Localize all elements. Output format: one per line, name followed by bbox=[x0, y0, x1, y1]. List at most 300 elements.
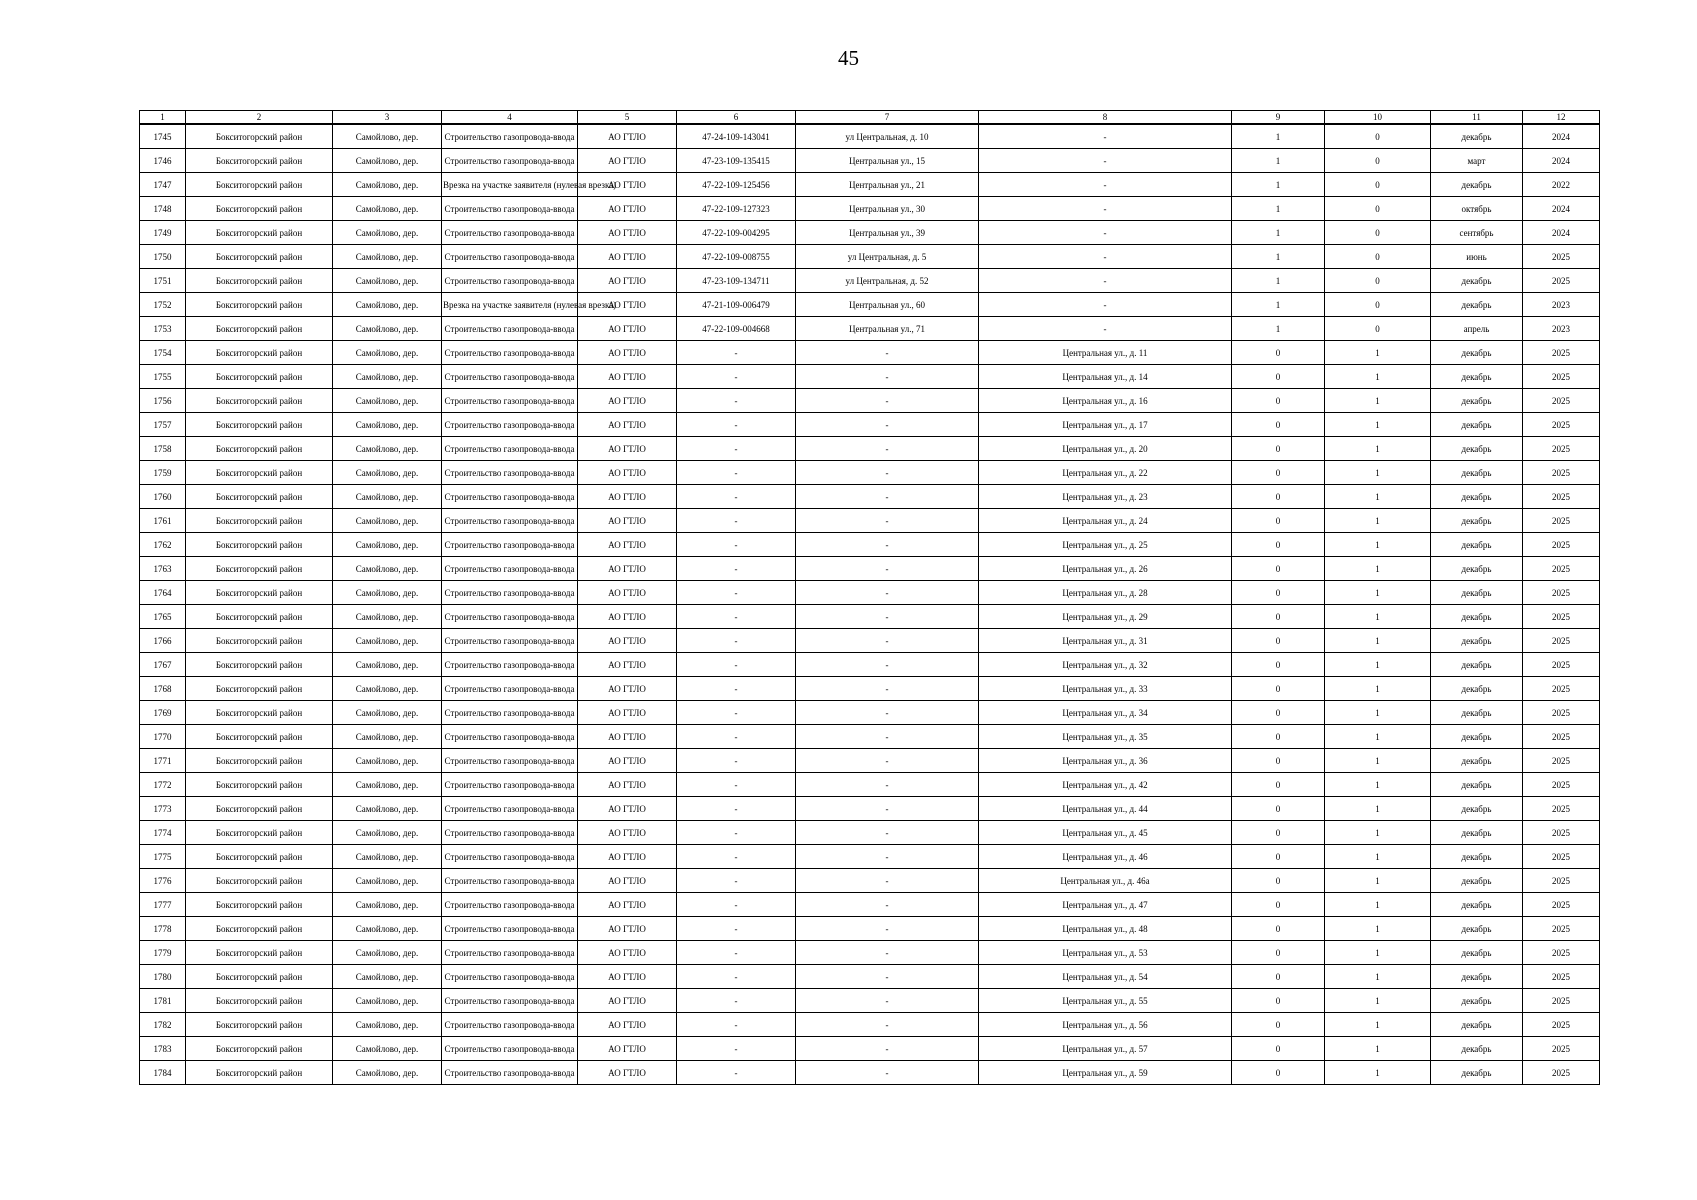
count-col10-cell: 1 bbox=[1325, 557, 1431, 581]
month-cell: декабрь bbox=[1431, 437, 1523, 461]
settlement-cell: Самойлово, дер. bbox=[333, 485, 442, 509]
new-address-cell: Центральная ул., д. 26 bbox=[979, 557, 1232, 581]
table-row bbox=[140, 581, 1600, 605]
district-cell: Бокситогорский район bbox=[186, 149, 333, 173]
row-number: 1770 bbox=[140, 725, 186, 749]
row-number: 1751 bbox=[140, 269, 186, 293]
cadastral-number-cell: - bbox=[677, 893, 796, 917]
row-number: 1759 bbox=[140, 461, 186, 485]
count-col10-cell: 0 bbox=[1325, 317, 1431, 341]
count-col9-cell: 0 bbox=[1232, 437, 1325, 461]
year-cell: 2025 bbox=[1523, 677, 1600, 701]
work-type-cell: Строительство газопровода-ввода bbox=[442, 605, 578, 629]
district-cell: Бокситогорский район bbox=[186, 581, 333, 605]
row-number: 1746 bbox=[140, 149, 186, 173]
district-cell: Бокситогорский район bbox=[186, 773, 333, 797]
month-cell: декабрь bbox=[1431, 389, 1523, 413]
year-cell: 2025 bbox=[1523, 509, 1600, 533]
work-type-cell: Строительство газопровода-ввода bbox=[442, 941, 578, 965]
district-cell: Бокситогорский район bbox=[186, 461, 333, 485]
new-address-cell: Центральная ул., д. 36 bbox=[979, 749, 1232, 773]
cadastral-number-cell: - bbox=[677, 749, 796, 773]
year-cell: 2025 bbox=[1523, 629, 1600, 653]
district-cell: Бокситогорский район bbox=[186, 965, 333, 989]
cadastral-number-cell: - bbox=[677, 725, 796, 749]
district-cell: Бокситогорский район bbox=[186, 629, 333, 653]
work-type-cell: Строительство газопровода-ввода bbox=[442, 749, 578, 773]
new-address-cell: Центральная ул., д. 47 bbox=[979, 893, 1232, 917]
row-number: 1760 bbox=[140, 485, 186, 509]
row-number: 1758 bbox=[140, 437, 186, 461]
row-number: 1776 bbox=[140, 869, 186, 893]
new-address-cell: - bbox=[979, 173, 1232, 197]
work-type-cell: Строительство газопровода-ввода bbox=[442, 701, 578, 725]
column-header: 3 bbox=[333, 111, 442, 125]
work-type-cell: Строительство газопровода-ввода bbox=[442, 1061, 578, 1085]
row-number: 1777 bbox=[140, 893, 186, 917]
count-col9-cell: 0 bbox=[1232, 1013, 1325, 1037]
work-type-cell: Строительство газопровода-ввода bbox=[442, 437, 578, 461]
year-cell: 2025 bbox=[1523, 1037, 1600, 1061]
settlement-cell: Самойлово, дер. bbox=[333, 557, 442, 581]
existing-address-cell: ул Центральная, д. 52 bbox=[796, 269, 979, 293]
district-cell: Бокситогорский район bbox=[186, 821, 333, 845]
settlement-cell: Самойлово, дер. bbox=[333, 1013, 442, 1037]
work-type-cell: Строительство газопровода-ввода bbox=[442, 725, 578, 749]
table-row bbox=[140, 149, 1600, 173]
existing-address-cell: - bbox=[796, 773, 979, 797]
page-number: 45 bbox=[838, 46, 859, 70]
work-type-cell: Строительство газопровода-ввода bbox=[442, 221, 578, 245]
district-cell: Бокситогорский район bbox=[186, 197, 333, 221]
work-type-cell: Строительство газопровода-ввода bbox=[442, 269, 578, 293]
year-cell: 2025 bbox=[1523, 725, 1600, 749]
row-number: 1781 bbox=[140, 989, 186, 1013]
row-number: 1764 bbox=[140, 581, 186, 605]
work-type-cell: Строительство газопровода-ввода bbox=[442, 797, 578, 821]
count-col9-cell: 0 bbox=[1232, 989, 1325, 1013]
settlement-cell: Самойлово, дер. bbox=[333, 989, 442, 1013]
organization-cell: АО ГТЛО bbox=[578, 581, 677, 605]
count-col9-cell: 1 bbox=[1232, 197, 1325, 221]
count-col9-cell: 0 bbox=[1232, 965, 1325, 989]
row-number: 1765 bbox=[140, 605, 186, 629]
cadastral-number-cell: - bbox=[677, 485, 796, 509]
district-cell: Бокситогорский район bbox=[186, 533, 333, 557]
new-address-cell: Центральная ул., д. 53 bbox=[979, 941, 1232, 965]
row-number: 1783 bbox=[140, 1037, 186, 1061]
count-col9-cell: 0 bbox=[1232, 869, 1325, 893]
settlement-cell: Самойлово, дер. bbox=[333, 389, 442, 413]
count-col10-cell: 0 bbox=[1325, 173, 1431, 197]
year-cell: 2025 bbox=[1523, 533, 1600, 557]
table-row bbox=[140, 173, 1600, 197]
year-cell: 2025 bbox=[1523, 701, 1600, 725]
cadastral-number-cell: - bbox=[677, 413, 796, 437]
organization-cell: АО ГТЛО bbox=[578, 821, 677, 845]
existing-address-cell: - bbox=[796, 941, 979, 965]
year-cell: 2025 bbox=[1523, 557, 1600, 581]
district-cell: Бокситогорский район bbox=[186, 989, 333, 1013]
row-number: 1769 bbox=[140, 701, 186, 725]
table-row bbox=[140, 773, 1600, 797]
table-row bbox=[140, 677, 1600, 701]
settlement-cell: Самойлово, дер. bbox=[333, 749, 442, 773]
existing-address-cell: - bbox=[796, 965, 979, 989]
work-type-cell: Строительство газопровода-ввода bbox=[442, 773, 578, 797]
month-cell: декабрь bbox=[1431, 1013, 1523, 1037]
district-cell: Бокситогорский район bbox=[186, 173, 333, 197]
district-cell: Бокситогорский район bbox=[186, 701, 333, 725]
table-row bbox=[140, 845, 1600, 869]
count-col10-cell: 1 bbox=[1325, 821, 1431, 845]
existing-address-cell: - bbox=[796, 1013, 979, 1037]
count-col10-cell: 0 bbox=[1325, 245, 1431, 269]
row-number: 1762 bbox=[140, 533, 186, 557]
count-col9-cell: 0 bbox=[1232, 485, 1325, 509]
year-cell: 2025 bbox=[1523, 869, 1600, 893]
new-address-cell: Центральная ул., д. 35 bbox=[979, 725, 1232, 749]
month-cell: декабрь bbox=[1431, 677, 1523, 701]
settlement-cell: Самойлово, дер. bbox=[333, 221, 442, 245]
settlement-cell: Самойлово, дер. bbox=[333, 245, 442, 269]
settlement-cell: Самойлово, дер. bbox=[333, 821, 442, 845]
count-col10-cell: 0 bbox=[1325, 221, 1431, 245]
count-col10-cell: 1 bbox=[1325, 989, 1431, 1013]
organization-cell: АО ГТЛО bbox=[578, 725, 677, 749]
work-type-cell: Строительство газопровода-ввода bbox=[442, 821, 578, 845]
row-number: 1773 bbox=[140, 797, 186, 821]
settlement-cell: Самойлово, дер. bbox=[333, 965, 442, 989]
cadastral-number-cell: 47-22-109-125456 bbox=[677, 173, 796, 197]
work-type-cell: Строительство газопровода-ввода bbox=[442, 197, 578, 221]
month-cell: декабрь bbox=[1431, 1037, 1523, 1061]
new-address-cell: - bbox=[979, 293, 1232, 317]
count-col9-cell: 1 bbox=[1232, 245, 1325, 269]
cadastral-number-cell: - bbox=[677, 389, 796, 413]
existing-address-cell: Центральная ул., 15 bbox=[796, 149, 979, 173]
count-col9-cell: 0 bbox=[1232, 917, 1325, 941]
work-type-cell: Строительство газопровода-ввода bbox=[442, 509, 578, 533]
count-col9-cell: 0 bbox=[1232, 581, 1325, 605]
existing-address-cell: - bbox=[796, 725, 979, 749]
data-table bbox=[139, 110, 1600, 1085]
new-address-cell: Центральная ул., д. 16 bbox=[979, 389, 1232, 413]
column-header: 10 bbox=[1325, 111, 1431, 125]
existing-address-cell: - bbox=[796, 653, 979, 677]
column-header: 7 bbox=[796, 111, 979, 125]
row-number: 1772 bbox=[140, 773, 186, 797]
table-row bbox=[140, 533, 1600, 557]
existing-address-cell: - bbox=[796, 821, 979, 845]
new-address-cell: Центральная ул., д. 42 bbox=[979, 773, 1232, 797]
work-type-cell: Врезка на участке заявителя (нулевая врезка) bbox=[442, 173, 578, 197]
cadastral-number-cell: - bbox=[677, 797, 796, 821]
column-header: 5 bbox=[578, 111, 677, 125]
settlement-cell: Самойлово, дер. bbox=[333, 797, 442, 821]
month-cell: декабрь bbox=[1431, 845, 1523, 869]
district-cell: Бокситогорский район bbox=[186, 485, 333, 509]
organization-cell: АО ГТЛО bbox=[578, 293, 677, 317]
year-cell: 2022 bbox=[1523, 173, 1600, 197]
new-address-cell: Центральная ул., д. 54 bbox=[979, 965, 1232, 989]
year-cell: 2025 bbox=[1523, 389, 1600, 413]
existing-address-cell: Центральная ул., 21 bbox=[796, 173, 979, 197]
count-col10-cell: 1 bbox=[1325, 725, 1431, 749]
year-cell: 2025 bbox=[1523, 893, 1600, 917]
organization-cell: АО ГТЛО bbox=[578, 557, 677, 581]
column-header: 4 bbox=[442, 111, 578, 125]
row-number: 1767 bbox=[140, 653, 186, 677]
district-cell: Бокситогорский район bbox=[186, 413, 333, 437]
column-header: 8 bbox=[979, 111, 1232, 125]
year-cell: 2025 bbox=[1523, 1061, 1600, 1085]
month-cell: декабрь bbox=[1431, 581, 1523, 605]
year-cell: 2025 bbox=[1523, 965, 1600, 989]
existing-address-cell: - bbox=[796, 677, 979, 701]
year-cell: 2025 bbox=[1523, 413, 1600, 437]
row-number: 1771 bbox=[140, 749, 186, 773]
table-row bbox=[140, 245, 1600, 269]
row-number: 1774 bbox=[140, 821, 186, 845]
district-cell: Бокситогорский район bbox=[186, 221, 333, 245]
new-address-cell: - bbox=[979, 221, 1232, 245]
organization-cell: АО ГТЛО bbox=[578, 461, 677, 485]
settlement-cell: Самойлово, дер. bbox=[333, 197, 442, 221]
existing-address-cell: - bbox=[796, 581, 979, 605]
new-address-cell: Центральная ул., д. 46а bbox=[979, 869, 1232, 893]
cadastral-number-cell: 47-23-109-135415 bbox=[677, 149, 796, 173]
count-col9-cell: 1 bbox=[1232, 317, 1325, 341]
row-number: 1747 bbox=[140, 173, 186, 197]
district-cell: Бокситогорский район bbox=[186, 653, 333, 677]
organization-cell: АО ГТЛО bbox=[578, 1013, 677, 1037]
organization-cell: АО ГТЛО bbox=[578, 485, 677, 509]
month-cell: декабрь bbox=[1431, 413, 1523, 437]
year-cell: 2025 bbox=[1523, 773, 1600, 797]
district-cell: Бокситогорский район bbox=[186, 509, 333, 533]
cadastral-number-cell: - bbox=[677, 581, 796, 605]
organization-cell: АО ГТЛО bbox=[578, 437, 677, 461]
district-cell: Бокситогорский район bbox=[186, 749, 333, 773]
cadastral-number-cell: - bbox=[677, 869, 796, 893]
settlement-cell: Самойлово, дер. bbox=[333, 173, 442, 197]
table-row bbox=[140, 413, 1600, 437]
count-col10-cell: 1 bbox=[1325, 413, 1431, 437]
table-row bbox=[140, 317, 1600, 341]
district-cell: Бокситогорский район bbox=[186, 869, 333, 893]
table-row bbox=[140, 749, 1600, 773]
table-row bbox=[140, 461, 1600, 485]
count-col9-cell: 1 bbox=[1232, 149, 1325, 173]
organization-cell: АО ГТЛО bbox=[578, 749, 677, 773]
row-number: 1784 bbox=[140, 1061, 186, 1085]
settlement-cell: Самойлово, дер. bbox=[333, 653, 442, 677]
work-type-cell: Строительство газопровода-ввода bbox=[442, 1037, 578, 1061]
new-address-cell: Центральная ул., д. 14 bbox=[979, 365, 1232, 389]
table-row bbox=[140, 293, 1600, 317]
month-cell: декабрь bbox=[1431, 941, 1523, 965]
table-row bbox=[140, 557, 1600, 581]
count-col10-cell: 0 bbox=[1325, 149, 1431, 173]
row-number: 1768 bbox=[140, 677, 186, 701]
count-col9-cell: 0 bbox=[1232, 749, 1325, 773]
settlement-cell: Самойлово, дер. bbox=[333, 1037, 442, 1061]
existing-address-cell: Центральная ул., 30 bbox=[796, 197, 979, 221]
count-col10-cell: 1 bbox=[1325, 509, 1431, 533]
existing-address-cell: - bbox=[796, 1061, 979, 1085]
month-cell: декабрь bbox=[1431, 124, 1523, 149]
organization-cell: АО ГТЛО bbox=[578, 1061, 677, 1085]
count-col10-cell: 1 bbox=[1325, 941, 1431, 965]
table-row bbox=[140, 437, 1600, 461]
table-row bbox=[140, 629, 1600, 653]
new-address-cell: Центральная ул., д. 28 bbox=[979, 581, 1232, 605]
month-cell: декабрь bbox=[1431, 365, 1523, 389]
district-cell: Бокситогорский район bbox=[186, 365, 333, 389]
organization-cell: АО ГТЛО bbox=[578, 629, 677, 653]
row-number: 1756 bbox=[140, 389, 186, 413]
table-row bbox=[140, 1037, 1600, 1061]
cadastral-number-cell: 47-22-109-127323 bbox=[677, 197, 796, 221]
month-cell: декабрь bbox=[1431, 917, 1523, 941]
cadastral-number-cell: - bbox=[677, 917, 796, 941]
month-cell: декабрь bbox=[1431, 557, 1523, 581]
settlement-cell: Самойлово, дер. bbox=[333, 317, 442, 341]
month-cell: апрель bbox=[1431, 317, 1523, 341]
new-address-cell: Центральная ул., д. 48 bbox=[979, 917, 1232, 941]
settlement-cell: Самойлово, дер. bbox=[333, 293, 442, 317]
year-cell: 2025 bbox=[1523, 341, 1600, 365]
cadastral-number-cell: - bbox=[677, 653, 796, 677]
table-row bbox=[140, 989, 1600, 1013]
settlement-cell: Самойлово, дер. bbox=[333, 605, 442, 629]
district-cell: Бокситогорский район bbox=[186, 605, 333, 629]
work-type-cell: Строительство газопровода-ввода bbox=[442, 917, 578, 941]
month-cell: декабрь bbox=[1431, 749, 1523, 773]
count-col9-cell: 1 bbox=[1232, 173, 1325, 197]
table-row bbox=[140, 917, 1600, 941]
new-address-cell: Центральная ул., д. 32 bbox=[979, 653, 1232, 677]
organization-cell: АО ГТЛО bbox=[578, 965, 677, 989]
settlement-cell: Самойлово, дер. bbox=[333, 365, 442, 389]
work-type-cell: Строительство газопровода-ввода bbox=[442, 845, 578, 869]
organization-cell: АО ГТЛО bbox=[578, 173, 677, 197]
count-col9-cell: 1 bbox=[1232, 293, 1325, 317]
cadastral-number-cell: - bbox=[677, 557, 796, 581]
month-cell: сентябрь bbox=[1431, 221, 1523, 245]
row-number: 1757 bbox=[140, 413, 186, 437]
new-address-cell: Центральная ул., д. 20 bbox=[979, 437, 1232, 461]
new-address-cell: Центральная ул., д. 56 bbox=[979, 1013, 1232, 1037]
work-type-cell: Строительство газопровода-ввода bbox=[442, 893, 578, 917]
count-col9-cell: 0 bbox=[1232, 341, 1325, 365]
new-address-cell: Центральная ул., д. 34 bbox=[979, 701, 1232, 725]
count-col9-cell: 0 bbox=[1232, 605, 1325, 629]
count-col10-cell: 1 bbox=[1325, 581, 1431, 605]
new-address-cell: - bbox=[979, 317, 1232, 341]
month-cell: декабрь bbox=[1431, 269, 1523, 293]
settlement-cell: Самойлово, дер. bbox=[333, 269, 442, 293]
row-number: 1745 bbox=[140, 124, 186, 149]
organization-cell: АО ГТЛО bbox=[578, 941, 677, 965]
year-cell: 2025 bbox=[1523, 749, 1600, 773]
existing-address-cell: - bbox=[796, 893, 979, 917]
count-col9-cell: 0 bbox=[1232, 821, 1325, 845]
cadastral-number-cell: - bbox=[677, 677, 796, 701]
table-row bbox=[140, 389, 1600, 413]
year-cell: 2025 bbox=[1523, 1013, 1600, 1037]
organization-cell: АО ГТЛО bbox=[578, 124, 677, 149]
organization-cell: АО ГТЛО bbox=[578, 989, 677, 1013]
count-col9-cell: 0 bbox=[1232, 797, 1325, 821]
cadastral-number-cell: - bbox=[677, 965, 796, 989]
count-col9-cell: 0 bbox=[1232, 1061, 1325, 1085]
count-col10-cell: 1 bbox=[1325, 485, 1431, 509]
work-type-cell: Строительство газопровода-ввода bbox=[442, 124, 578, 149]
count-col10-cell: 0 bbox=[1325, 269, 1431, 293]
year-cell: 2024 bbox=[1523, 197, 1600, 221]
settlement-cell: Самойлово, дер. bbox=[333, 124, 442, 149]
existing-address-cell: - bbox=[796, 557, 979, 581]
work-type-cell: Строительство газопровода-ввода bbox=[442, 989, 578, 1013]
month-cell: декабрь bbox=[1431, 605, 1523, 629]
work-type-cell: Строительство газопровода-ввода bbox=[442, 653, 578, 677]
work-type-cell: Строительство газопровода-ввода bbox=[442, 965, 578, 989]
organization-cell: АО ГТЛО bbox=[578, 197, 677, 221]
cadastral-number-cell: - bbox=[677, 989, 796, 1013]
row-number: 1766 bbox=[140, 629, 186, 653]
cadastral-number-cell: - bbox=[677, 773, 796, 797]
organization-cell: АО ГТЛО bbox=[578, 869, 677, 893]
column-header: 6 bbox=[677, 111, 796, 125]
settlement-cell: Самойлово, дер. bbox=[333, 1061, 442, 1085]
work-type-cell: Строительство газопровода-ввода bbox=[442, 413, 578, 437]
count-col10-cell: 1 bbox=[1325, 917, 1431, 941]
table-row bbox=[140, 941, 1600, 965]
year-cell: 2024 bbox=[1523, 149, 1600, 173]
existing-address-cell: Центральная ул., 71 bbox=[796, 317, 979, 341]
new-address-cell: Центральная ул., д. 24 bbox=[979, 509, 1232, 533]
count-col10-cell: 1 bbox=[1325, 461, 1431, 485]
cadastral-number-cell: - bbox=[677, 845, 796, 869]
existing-address-cell: - bbox=[796, 389, 979, 413]
year-cell: 2025 bbox=[1523, 581, 1600, 605]
organization-cell: АО ГТЛО bbox=[578, 413, 677, 437]
settlement-cell: Самойлово, дер. bbox=[333, 773, 442, 797]
table-row bbox=[140, 269, 1600, 293]
count-col10-cell: 1 bbox=[1325, 533, 1431, 557]
settlement-cell: Самойлово, дер. bbox=[333, 509, 442, 533]
existing-address-cell: - bbox=[796, 485, 979, 509]
district-cell: Бокситогорский район bbox=[186, 124, 333, 149]
cadastral-number-cell: - bbox=[677, 605, 796, 629]
work-type-cell: Строительство газопровода-ввода bbox=[442, 869, 578, 893]
work-type-cell: Строительство газопровода-ввода bbox=[442, 149, 578, 173]
cadastral-number-cell: - bbox=[677, 533, 796, 557]
cadastral-number-cell: 47-21-109-006479 bbox=[677, 293, 796, 317]
row-number: 1748 bbox=[140, 197, 186, 221]
column-header: 1 bbox=[140, 111, 186, 125]
work-type-cell: Строительство газопровода-ввода bbox=[442, 245, 578, 269]
month-cell: декабрь bbox=[1431, 653, 1523, 677]
district-cell: Бокситогорский район bbox=[186, 317, 333, 341]
cadastral-number-cell: - bbox=[677, 509, 796, 533]
table-row bbox=[140, 869, 1600, 893]
existing-address-cell: ул Центральная, д. 10 bbox=[796, 124, 979, 149]
table-row bbox=[140, 605, 1600, 629]
month-cell: декабрь bbox=[1431, 965, 1523, 989]
